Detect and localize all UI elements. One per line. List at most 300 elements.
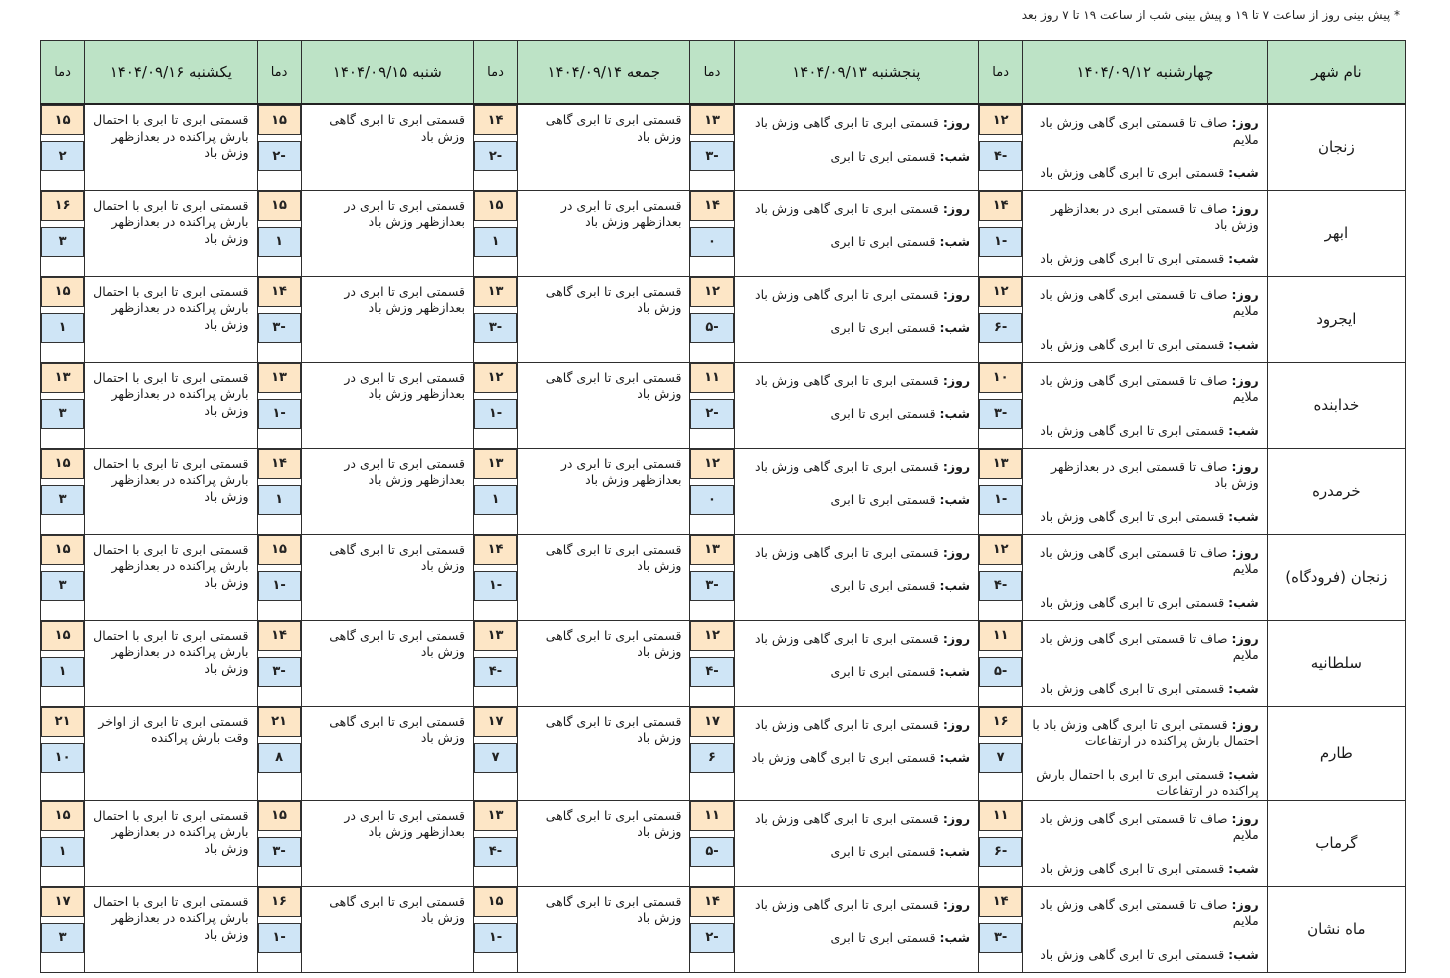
forecast-description <box>734 800 979 886</box>
day-forecast <box>735 191 979 218</box>
night-label: شب: <box>1228 680 1259 696</box>
forecast-description <box>734 534 979 620</box>
max-temperature: ۱۴ <box>258 277 301 307</box>
night-forecast-text: قسمتی ابری تا ابری گاهی وزش باد <box>1040 422 1225 438</box>
forecast-description <box>301 886 473 972</box>
city-column-header: نام شهر <box>1267 41 1405 105</box>
min-temperature: -۱ <box>979 227 1022 257</box>
forecast-description <box>301 190 473 276</box>
temperature-cell <box>257 276 301 362</box>
temperature-cell <box>41 800 85 886</box>
night-forecast <box>735 389 979 423</box>
day-label: روز: <box>1231 286 1259 302</box>
night-forecast <box>1023 148 1267 182</box>
day-forecast-text: قسمتی ابری تا ابری گاهی وزش باد با احتمال بارش پراکنده در ارتفاعات <box>1032 716 1259 748</box>
day-forecast-text: قسمتی ابری تا ابری گاهی وزش باد <box>755 716 939 732</box>
night-label: شب: <box>1228 165 1259 180</box>
night-label: شب: <box>1228 250 1259 266</box>
forecast-description <box>734 362 979 448</box>
night-forecast-text: قسمتی ابری تا ابری <box>830 664 936 679</box>
city-name: گرماب <box>1267 800 1405 886</box>
day-forecast-text: صاف تا قسمتی ابری گاهی وزش باد ملایم <box>1039 896 1259 928</box>
max-temperature: ۱۵ <box>41 105 84 135</box>
temperature-cell <box>979 534 1023 620</box>
min-temperature: ۱ <box>41 313 84 343</box>
max-temperature: ۱۳ <box>41 363 84 393</box>
temperature-cell <box>979 800 1023 886</box>
city-name: زنجان <box>1267 104 1405 190</box>
max-temperature: ۱۴ <box>690 191 733 221</box>
temperature-cell <box>979 448 1023 534</box>
max-temperature: ۱۵ <box>41 801 84 831</box>
temperature-cell <box>690 362 734 448</box>
max-temperature: ۲۱ <box>258 707 301 737</box>
day-forecast-text: قسمتی ابری تا ابری گاهی وزش باد <box>755 810 939 826</box>
min-temperature: ۱ <box>258 485 301 515</box>
max-temperature: ۱۵ <box>474 887 517 917</box>
night-forecast-text: قسمتی ابری تا ابری <box>830 320 936 335</box>
night-label: شب: <box>1228 594 1259 610</box>
max-temperature: ۱۱ <box>979 801 1022 831</box>
max-temperature: ۱۴ <box>979 887 1022 917</box>
forecast-text: قسمتی ابری تا ابری با احتمال بارش پراکنده در بعدازظهر وزش باد <box>93 807 249 856</box>
city-name: ابهر <box>1267 190 1405 276</box>
min-temperature: ۳ <box>41 923 84 953</box>
day-forecast-text: قسمتی ابری تا ابری گاهی وزش باد <box>755 458 939 474</box>
night-label: شب: <box>939 930 971 945</box>
night-forecast <box>1023 234 1267 268</box>
day-label: روز: <box>1231 630 1259 646</box>
forecast-description <box>734 620 979 706</box>
max-temperature: ۱۴ <box>979 191 1022 221</box>
forecast-description <box>301 104 473 190</box>
forecast-text: قسمتی ابری تا ابری با احتمال بارش پراکنده در بعدازظهر وزش باد <box>93 197 249 246</box>
day-forecast-text: صاف تا قسمتی ابری گاهی وزش باد ملایم <box>1039 115 1259 147</box>
temperature-cell <box>690 190 734 276</box>
forecast-text: قسمتی ابری تا ابری در بعدازظهر وزش باد <box>560 197 682 229</box>
night-forecast <box>735 217 979 251</box>
day-forecast-text: صاف تا قسمتی ابری در بعدازظهر وزش باد <box>1051 458 1259 490</box>
min-temperature: ۳ <box>41 399 84 429</box>
day-forecast <box>1023 277 1267 320</box>
min-temperature: ۷ <box>979 743 1022 773</box>
day-forecast-text: قسمتی ابری تا ابری گاهی وزش باد <box>755 630 939 646</box>
forecast-text: قسمتی ابری تا ابری با احتمال بارش پراکنده در بعدازظهر وزش باد <box>93 455 249 504</box>
temperature-cell <box>690 448 734 534</box>
day-label: روز: <box>1231 544 1259 560</box>
max-temperature: ۱۲ <box>979 105 1022 135</box>
forecast-description <box>734 706 979 800</box>
night-forecast-text: قسمتی ابری تا ابری گاهی وزش باد <box>1040 336 1225 352</box>
temperature-cell <box>473 620 517 706</box>
forecast-description <box>1023 104 1268 190</box>
temperature-cell <box>257 362 301 448</box>
temperature-cell <box>41 534 85 620</box>
temp-column-header: دما <box>41 41 85 105</box>
night-forecast <box>735 132 979 166</box>
forecast-description <box>85 620 257 706</box>
night-label: شب: <box>939 492 971 507</box>
forecast-description <box>301 276 473 362</box>
temperature-cell <box>690 620 734 706</box>
night-label: شب: <box>1228 860 1259 876</box>
night-forecast-text: قسمتی ابری تا ابری گاهی وزش باد <box>1040 508 1225 524</box>
max-temperature: ۱۶ <box>258 887 301 917</box>
night-forecast <box>1023 406 1267 440</box>
day-label: روز: <box>942 286 971 302</box>
temperature-cell <box>473 104 517 190</box>
temp-column-header: دما <box>979 41 1023 105</box>
forecast-description <box>734 104 979 190</box>
day-forecast <box>1023 801 1267 844</box>
forecast-description <box>85 800 257 886</box>
temperature-cell <box>41 886 85 972</box>
forecast-description <box>301 706 473 800</box>
night-label: شب: <box>939 148 971 164</box>
city-name: خدابنده <box>1267 362 1405 448</box>
night-forecast <box>735 561 979 595</box>
temp-column-header: دما <box>257 41 301 105</box>
forecast-text: قسمتی ابری تا ابری گاهی وزش باد <box>329 627 465 659</box>
temp-column-header: دما <box>690 41 734 105</box>
forecast-text: قسمتی ابری تا ابری در بعدازظهر وزش باد <box>560 455 682 487</box>
min-temperature: -۲ <box>474 141 517 171</box>
day-label: روز: <box>1231 372 1259 388</box>
temperature-cell <box>41 448 85 534</box>
min-temperature: ۱ <box>41 657 84 687</box>
day-forecast <box>735 887 979 914</box>
day-label: روز: <box>1231 115 1259 130</box>
city-name: ایجرود <box>1267 276 1405 362</box>
forecast-description <box>85 190 257 276</box>
night-forecast-text: قسمتی ابری تا ابری گاهی وزش باد <box>751 750 936 765</box>
min-temperature: -۳ <box>690 141 733 171</box>
forecast-text: قسمتی ابری تا ابری گاهی وزش باد <box>545 283 682 315</box>
forecast-text: قسمتی ابری تا ابری با احتمال بارش پراکنده در بعدازظهر وزش باد <box>93 541 249 590</box>
max-temperature: ۱۱ <box>690 363 733 393</box>
day-forecast-text: قسمتی ابری تا ابری گاهی وزش باد <box>755 286 939 302</box>
max-temperature: ۱۵ <box>41 449 84 479</box>
temperature-cell <box>257 104 301 190</box>
temperature-cell <box>473 800 517 886</box>
temperature-cell <box>257 534 301 620</box>
min-temperature: -۳ <box>258 837 301 867</box>
day-forecast <box>1023 105 1267 148</box>
night-label: شب: <box>1228 766 1259 782</box>
temperature-cell <box>41 104 85 190</box>
day-forecast-text: صاف تا قسمتی ابری گاهی وزش باد ملایم <box>1039 372 1259 404</box>
forecast-description <box>734 190 979 276</box>
forecast-text: قسمتی ابری تا ابری با احتمال بارش پراکنده در بعدازظهر وزش باد <box>93 627 249 676</box>
min-temperature: -۴ <box>474 657 517 687</box>
day-label: روز: <box>1231 458 1259 474</box>
min-temperature: -۲ <box>690 923 733 953</box>
forecast-description <box>518 276 690 362</box>
day-column-header: چهارشنبه ۱۴۰۴/۰۹/۱۲ <box>1023 41 1268 105</box>
day-label: روز: <box>1231 896 1259 912</box>
temperature-cell <box>690 800 734 886</box>
min-temperature: -۴ <box>690 657 733 687</box>
max-temperature: ۱۴ <box>258 449 301 479</box>
min-temperature: ۱۰ <box>41 743 84 773</box>
forecast-description <box>85 886 257 972</box>
max-temperature: ۱۵ <box>41 621 84 651</box>
forecast-description <box>518 800 690 886</box>
night-forecast <box>1023 844 1267 878</box>
min-temperature: -۱ <box>979 485 1022 515</box>
forecast-description <box>1023 800 1268 886</box>
night-forecast-text: قسمتی ابری تا ابری گاهی وزش باد <box>1040 594 1225 610</box>
night-forecast <box>735 303 979 337</box>
day-forecast <box>735 363 979 390</box>
night-label: شب: <box>939 320 971 335</box>
table-row <box>41 448 1406 534</box>
day-forecast <box>735 535 979 562</box>
min-temperature: -۱ <box>474 571 517 601</box>
forecast-description <box>85 362 257 448</box>
temperature-cell <box>690 276 734 362</box>
temperature-cell <box>690 534 734 620</box>
forecast-text: قسمتی ابری تا ابری گاهی وزش باد <box>545 893 682 925</box>
table-row <box>41 104 1406 190</box>
max-temperature: ۱۶ <box>41 191 84 221</box>
temperature-cell <box>257 190 301 276</box>
temperature-cell <box>690 886 734 972</box>
max-temperature: ۱۲ <box>979 535 1022 565</box>
day-label: روز: <box>942 458 971 474</box>
max-temperature: ۱۳ <box>474 801 517 831</box>
forecast-description <box>1023 620 1268 706</box>
max-temperature: ۱۵ <box>474 191 517 221</box>
min-temperature: -۳ <box>258 657 301 687</box>
min-temperature: ۰ <box>690 227 733 257</box>
max-temperature: ۱۶ <box>979 707 1022 737</box>
day-forecast <box>1023 621 1267 664</box>
day-label: روز: <box>1231 200 1259 216</box>
max-temperature: ۱۵ <box>41 277 84 307</box>
night-forecast <box>1023 664 1267 698</box>
max-temperature: ۱۵ <box>258 801 301 831</box>
day-column-header: یکشنبه ۱۴۰۴/۰۹/۱۶ <box>85 41 257 105</box>
min-temperature: -۲ <box>258 141 301 171</box>
night-forecast <box>735 913 979 947</box>
table-row <box>41 362 1406 448</box>
table-row <box>41 190 1406 276</box>
day-forecast-text: صاف تا قسمتی ابری گاهی وزش باد ملایم <box>1039 630 1259 662</box>
forecast-text: قسمتی ابری تا ابری از اواخر وقت بارش پراکنده <box>98 713 249 745</box>
min-temperature: -۴ <box>979 141 1022 171</box>
temperature-cell <box>979 190 1023 276</box>
max-temperature: ۱۳ <box>474 449 517 479</box>
temperature-cell <box>473 448 517 534</box>
temperature-cell <box>979 104 1023 190</box>
max-temperature: ۱۴ <box>474 105 517 135</box>
night-label: شب: <box>1228 508 1259 524</box>
table-row <box>41 276 1406 362</box>
max-temperature: ۱۳ <box>474 621 517 651</box>
min-temperature: -۱ <box>258 399 301 429</box>
night-forecast <box>1023 750 1267 800</box>
table-row <box>41 706 1406 800</box>
night-forecast-text: قسمتی ابری تا ابری <box>830 578 936 593</box>
min-temperature: ۰ <box>690 485 733 515</box>
forecast-text: قسمتی ابری تا ابری گاهی وزش باد <box>545 541 682 573</box>
forecast-description <box>301 362 473 448</box>
night-forecast-text: قسمتی ابری تا ابری <box>830 844 936 859</box>
max-temperature: ۱۳ <box>690 535 733 565</box>
min-temperature: -۲ <box>690 399 733 429</box>
night-forecast <box>735 827 979 861</box>
forecast-description <box>1023 886 1268 972</box>
forecast-description <box>85 104 257 190</box>
forecast-description <box>1023 190 1268 276</box>
max-temperature: ۱۷ <box>474 707 517 737</box>
min-temperature: -۶ <box>979 837 1022 867</box>
forecast-description <box>1023 276 1268 362</box>
temperature-cell <box>257 706 301 800</box>
max-temperature: ۱۰ <box>979 363 1022 393</box>
min-temperature: -۵ <box>690 313 733 343</box>
forecast-description <box>85 534 257 620</box>
day-forecast <box>735 801 979 828</box>
night-forecast-text: قسمتی ابری تا ابری گاهی وزش باد <box>1040 946 1225 962</box>
max-temperature: ۱۴ <box>690 887 733 917</box>
min-temperature: -۳ <box>474 313 517 343</box>
min-temperature: -۱ <box>258 571 301 601</box>
table-row <box>41 620 1406 706</box>
night-forecast-text: قسمتی ابری تا ابری گاهی وزش باد <box>1040 250 1225 266</box>
temperature-cell <box>257 620 301 706</box>
night-forecast-text: قسمتی ابری تا ابری با احتمال بارش پراکنده در ارتفاعات <box>1036 766 1259 798</box>
day-forecast <box>735 277 979 304</box>
max-temperature: ۱۳ <box>258 363 301 393</box>
max-temperature: ۱۵ <box>258 105 301 135</box>
day-forecast <box>1023 535 1267 578</box>
max-temperature: ۱۵ <box>258 535 301 565</box>
table-row <box>41 886 1406 972</box>
forecast-description <box>1023 362 1268 448</box>
night-forecast <box>735 475 979 509</box>
temperature-cell <box>979 362 1023 448</box>
min-temperature: -۱ <box>258 923 301 953</box>
day-forecast <box>1023 887 1267 930</box>
forecast-description <box>85 448 257 534</box>
forecast-text: قسمتی ابری تا ابری گاهی وزش باد <box>545 627 682 659</box>
max-temperature: ۱۳ <box>474 277 517 307</box>
day-forecast <box>735 707 979 734</box>
max-temperature: ۱۴ <box>474 535 517 565</box>
forecast-description <box>734 448 979 534</box>
forecast-description <box>301 448 473 534</box>
max-temperature: ۱۴ <box>258 621 301 651</box>
min-temperature: -۳ <box>979 923 1022 953</box>
day-label: روز: <box>942 810 971 826</box>
max-temperature: ۱۲ <box>690 621 733 651</box>
night-forecast-text: قسمتی ابری تا ابری گاهی وزش باد <box>1040 165 1225 180</box>
forecast-text: قسمتی ابری تا ابری با احتمال بارش پراکنده در بعدازظهر وزش باد <box>93 369 249 418</box>
table-row <box>41 534 1406 620</box>
forecast-description <box>518 620 690 706</box>
day-forecast <box>1023 449 1267 492</box>
forecast-description <box>1023 706 1268 800</box>
min-temperature: ۱ <box>474 485 517 515</box>
night-forecast-text: قسمتی ابری تا ابری گاهی وزش باد <box>1040 680 1225 696</box>
day-forecast-text: قسمتی ابری تا ابری گاهی وزش باد <box>755 372 939 388</box>
day-forecast-text: قسمتی ابری تا ابری گاهی وزش باد <box>755 896 939 912</box>
day-forecast <box>1023 191 1267 234</box>
forecast-description <box>518 104 690 190</box>
min-temperature: ۳ <box>41 485 84 515</box>
forecast-text: قسمتی ابری تا ابری گاهی وزش باد <box>329 713 465 745</box>
day-forecast <box>735 621 979 648</box>
night-label: شب: <box>1228 336 1259 352</box>
day-forecast-text: صاف تا قسمتی ابری در بعدازظهر وزش باد <box>1051 200 1259 232</box>
night-forecast-text: قسمتی ابری تا ابری <box>830 234 936 249</box>
night-forecast <box>1023 320 1267 354</box>
day-forecast-text: قسمتی ابری تا ابری گاهی وزش باد <box>755 544 939 560</box>
max-temperature: ۱۲ <box>690 277 733 307</box>
day-label: روز: <box>942 896 971 912</box>
forecast-text: قسمتی ابری تا ابری گاهی وزش باد <box>329 893 465 925</box>
forecast-text: قسمتی ابری تا ابری در بعدازظهر وزش باد <box>344 455 465 487</box>
temperature-cell <box>473 534 517 620</box>
min-temperature: -۳ <box>690 571 733 601</box>
max-temperature: ۱۵ <box>41 535 84 565</box>
day-forecast-text: قسمتی ابری تا ابری گاهی وزش باد <box>755 200 939 216</box>
night-forecast <box>1023 930 1267 964</box>
forecast-text: قسمتی ابری تا ابری گاهی وزش باد <box>545 112 682 144</box>
night-label: شب: <box>939 664 971 679</box>
max-temperature: ۱۱ <box>690 801 733 831</box>
min-temperature: ۱ <box>41 837 84 867</box>
header-row <box>41 41 1406 105</box>
night-forecast <box>735 733 979 767</box>
max-temperature: ۱۲ <box>474 363 517 393</box>
min-temperature: -۳ <box>979 399 1022 429</box>
forecast-description <box>301 534 473 620</box>
temperature-cell <box>979 886 1023 972</box>
day-label: روز: <box>942 544 971 560</box>
night-forecast-text: قسمتی ابری تا ابری گاهی وزش باد <box>1040 860 1225 876</box>
min-temperature: -۴ <box>979 571 1022 601</box>
day-forecast <box>1023 707 1267 750</box>
min-temperature: -۶ <box>979 313 1022 343</box>
min-temperature: -۱ <box>474 399 517 429</box>
min-temperature: ۱ <box>474 227 517 257</box>
min-temperature: ۱ <box>258 227 301 257</box>
night-forecast <box>1023 492 1267 526</box>
night-forecast <box>1023 578 1267 612</box>
forecast-description <box>301 800 473 886</box>
forecast-text: قسمتی ابری تا ابری در بعدازظهر وزش باد <box>344 283 465 315</box>
city-name: خرمدره <box>1267 448 1405 534</box>
city-name: ماه نشان <box>1267 886 1405 972</box>
forecast-text: قسمتی ابری تا ابری در بعدازظهر وزش باد <box>344 197 465 229</box>
max-temperature: ۱۳ <box>979 449 1022 479</box>
forecast-description <box>518 190 690 276</box>
temperature-cell <box>690 706 734 800</box>
night-forecast-text: قسمتی ابری تا ابری <box>830 930 936 945</box>
max-temperature: ۱۳ <box>690 105 733 135</box>
max-temperature: ۱۷ <box>41 887 84 917</box>
day-label: روز: <box>1231 716 1259 732</box>
day-forecast <box>1023 363 1267 406</box>
max-temperature: ۲۱ <box>41 707 84 737</box>
forecast-text: قسمتی ابری تا ابری گاهی وزش باد <box>545 369 682 401</box>
day-forecast <box>735 449 979 476</box>
day-forecast-text: صاف تا قسمتی ابری گاهی وزش باد ملایم <box>1039 810 1259 842</box>
day-forecast <box>735 105 979 132</box>
